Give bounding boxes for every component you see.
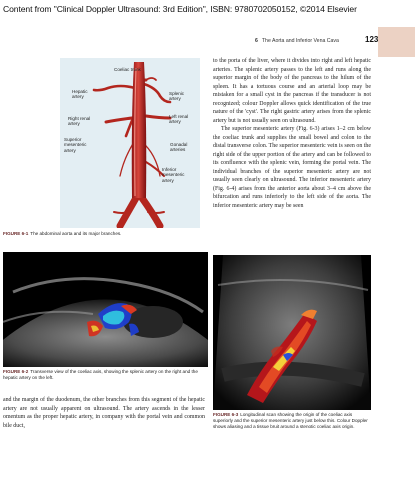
splenic-artery-vessel [144, 84, 170, 102]
chapter-number: 6 [255, 38, 258, 44]
left-renal-vessel [146, 116, 170, 118]
label-right-renal-artery: Right renal artery [68, 116, 91, 127]
page-number: 123 [365, 35, 379, 44]
label-inferior-mesenteric-artery: Inferior mesenteric artery [162, 167, 185, 183]
caption-label: FIGURE 6-3 [213, 412, 239, 417]
right-renal-vessel [106, 118, 132, 122]
page-tab [378, 27, 415, 57]
ultrasound-image-transverse [3, 252, 208, 367]
aorta-vessel [132, 62, 147, 198]
paragraph: to the porta of the liver, where it divides into right and left hepatic arteries. The splenic artery passes to the left and runs along the superior margin of the body of the pancreas to the hilum of the spleen. It has a tortuous course and an arterial loop may be mistaken for a small cyst in the pancreas if the transducer is not recognized; colour Doppler allows quick identification of the true nature of the 'cyst'. The right gastric artery arises from the splenic artery but is not usually seen on ultrasound. [213, 58, 371, 124]
source-banner: Content from "Clinical Doppler Ultrasound: 3rd Edition", ISBN: 9780702050152, ©2014 Elsevier [3, 4, 357, 14]
label-gonadal-arteries: Gonadal arteries [170, 142, 188, 153]
caption-text: The abdominal aorta and its major branches. [30, 231, 122, 236]
caption-label: FIGURE 6-1 [3, 231, 29, 236]
right-column-text [213, 57, 371, 210]
figure-6-1-caption [3, 231, 208, 237]
ultrasound-image-longitudinal [213, 255, 371, 410]
paragraph: The superior mesenteric artery (Fig. 6-3) arises 1–2 cm below the coeliac trunk and supplies the small bowel and colon to the distal transverse colon. The superior mesenteric vein is seen on the right side of the upper portion of the artery and can be followed to its confluence with the splenic vein, forming the portal vein. The individual branches of the superior mesenteric artery are not usually seen clearly on ultrasound. The inferior mesenteric artery (Fig. 6-4) arises from the anterior aorta about 3–4 cm above the bifurcation and runs inferiorly to the left side of the aorta. The inferior mesenteric artery may be seen [213, 126, 371, 209]
left-column-text [3, 396, 205, 430]
label-superior-mesenteric-artery: Superior mesenteric artery [64, 137, 87, 153]
hepatic-artery-vessel [94, 86, 135, 90]
label-left-renal-artery: Left renal artery [169, 114, 189, 125]
aorta-diagram [60, 58, 200, 228]
caption-text: Longitudinal scan showing the origin of the coeliac axis superiorly and the superior mesenteric artery just below this. Colour Doppler shows aliasing and a tissue bruit around a stenotic coeliac axis origin. [213, 412, 368, 430]
label-coeliac-trunk: Coeliac trunk [114, 67, 141, 72]
figure-6-3-caption [213, 412, 371, 431]
caption-label: FIGURE 6-2 [3, 369, 29, 374]
label-hepatic-artery: Hepatic artery [72, 89, 88, 100]
paragraph: and the margin of the duodenum, the other branches from this segment of the hepatic artery are not usually apparent on ultrasound. The artery ascends in the lesser omentum as the proper hepatic artery, in company with the portal vein and common bile duct, [3, 397, 205, 429]
chapter-title: The Aorta and Inferior Vena Cava [261, 38, 339, 44]
caption-text: Transverse view of the coeliac axis, showing the splenic artery on the right and the hepatic artery on the left. [3, 369, 198, 381]
figure-6-2-caption [3, 369, 208, 381]
running-head [255, 38, 339, 44]
label-splenic-artery: Splenic artery [169, 91, 185, 102]
